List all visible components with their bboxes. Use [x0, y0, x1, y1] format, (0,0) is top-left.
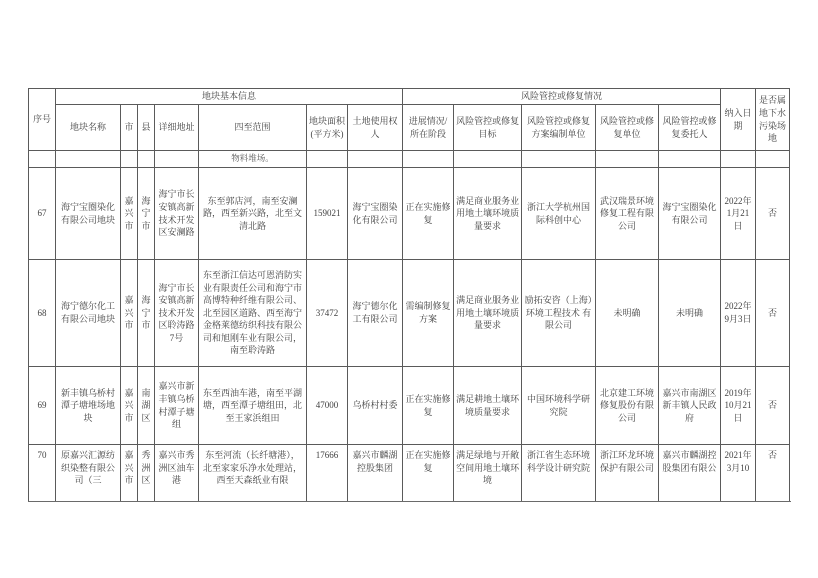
- cell-repair-unit: 未明确: [596, 260, 659, 367]
- cell-target: [454, 151, 522, 168]
- cell-boundaries: 东至河流（长纤塘港），北至家家乐净水处理站，西至天森纸业有限: [199, 445, 307, 503]
- cell-county: 海宁市: [138, 260, 155, 367]
- table-row: [29, 367, 790, 445]
- cell-client: 嘉兴市麟湖控股集团有限公: [659, 445, 721, 503]
- header-county: 县: [138, 105, 155, 151]
- header-group-row: [29, 89, 790, 105]
- fragment-row: [29, 151, 790, 168]
- cell-client: 未明确: [659, 260, 721, 367]
- cell-plan-unit: 励拓安咨（上海）环境工程技术 有限公司: [522, 260, 596, 367]
- header-city: 市: [121, 105, 138, 151]
- cell-city: 嘉兴市: [121, 367, 138, 445]
- cell-serial: 70: [29, 445, 56, 503]
- cell-city: [121, 151, 138, 168]
- cell-plan-unit: 浙江省生态环境科学设计研究院: [522, 445, 596, 503]
- cell-boundaries: 物料堆场。: [199, 151, 307, 168]
- cell-area: [307, 151, 348, 168]
- cell-repair-unit: 北京建工环境修复股份有限公司: [596, 367, 659, 445]
- cell-county: 海宁市: [138, 168, 155, 260]
- cell-area: 47000: [307, 367, 348, 445]
- header-plan-unit: 风险管控或修复方案编制单位: [522, 105, 596, 151]
- header-serial: 序号: [29, 89, 56, 151]
- cell-date: [721, 151, 756, 168]
- cell-progress: [403, 151, 454, 168]
- cell-groundwater: 否: [756, 445, 790, 503]
- header-boundaries: 四至范围: [199, 105, 307, 151]
- header-groundwater: 是否属地下水污染场地: [756, 89, 790, 151]
- cell-address: 海宁市长安镇高新技术开发区聆涛路7号: [155, 260, 199, 367]
- cell-name: 海宁德尔化工有限公司地块: [56, 260, 121, 367]
- cell-serial: 67: [29, 168, 56, 260]
- cell-plan-unit: 中国环境科学研究院: [522, 367, 596, 445]
- cell-address: 嘉兴市新丰镇乌桥村潭子塘组: [155, 367, 199, 445]
- header-name: 地块名称: [56, 105, 121, 151]
- cell-progress: 正在实施修复: [403, 168, 454, 260]
- cell-plan-unit: 浙江大学杭州国际科创中心: [522, 168, 596, 260]
- cell-target: 满足绿地与开敞空间用地土壤环境: [454, 445, 522, 503]
- land-parcel-table-container: [28, 88, 791, 502]
- cell-target: 满足商业服务业用地土壤环境质量要求: [454, 168, 522, 260]
- cell-land-user: 嘉兴市麟湖控股集团: [348, 445, 403, 503]
- cell-name: [56, 151, 121, 168]
- cell-plan-unit: [522, 151, 596, 168]
- table-row: [29, 260, 790, 367]
- header-group-basic-info: 地块基本信息: [56, 89, 403, 105]
- cell-land-user: 乌桥村村委: [348, 367, 403, 445]
- cell-repair-unit: 浙江环龙环境保护有限公司: [596, 445, 659, 503]
- cell-serial: [29, 151, 56, 168]
- cell-city: 嘉兴市: [121, 445, 138, 503]
- header-land-user: 土地使用权人: [348, 105, 403, 151]
- header-area: 地块面积(平方米): [307, 105, 348, 151]
- cell-groundwater: 否: [756, 367, 790, 445]
- cell-area: 17666: [307, 445, 348, 503]
- cell-county: 南湖区: [138, 367, 155, 445]
- cell-land-user: [348, 151, 403, 168]
- cell-city: 嘉兴市: [121, 168, 138, 260]
- cell-name: 新丰镇乌桥村潭子塘堆场地块: [56, 367, 121, 445]
- cell-name: 原嘉兴汇源纺织染整有限公司（三: [56, 445, 121, 503]
- cell-county: 秀洲区: [138, 445, 155, 503]
- header-address: 详细地址: [155, 105, 199, 151]
- cell-serial: 69: [29, 367, 56, 445]
- cell-repair-unit: 武汉瑞景环境修复工程有限公司: [596, 168, 659, 260]
- table-row: [29, 445, 790, 503]
- header-client: 风险管控或修复委托人: [659, 105, 721, 151]
- cell-progress: 正在实施修复: [403, 367, 454, 445]
- cell-boundaries: 东至西油车港，南至平湖塘，西至潭子塘组田，北至王家浜组田: [199, 367, 307, 445]
- cell-address: [155, 151, 199, 168]
- cell-address: 海宁市长安镇高新技术开发区安澜路: [155, 168, 199, 260]
- cell-groundwater: [756, 151, 790, 168]
- cell-county: [138, 151, 155, 168]
- cell-address: 嘉兴市秀洲区油车港: [155, 445, 199, 503]
- land-parcel-table: [28, 88, 790, 502]
- cell-boundaries: 东至郭店河，南至安澜路，西至新兴路，北至文清北路: [199, 168, 307, 260]
- cell-boundaries: 东至浙江信达可恩消防实业有限责任公司和海宁市高博特种纤维有限公司、北至园区道路、西至海宁金格莱德纺织科技有限公司和旭刚车业有限公司，南至聆涛路: [199, 260, 307, 367]
- cell-groundwater: 否: [756, 260, 790, 367]
- cell-land-user: 海宁宝圈染化有限公司: [348, 168, 403, 260]
- table-row: [29, 168, 790, 260]
- cell-area: 37472: [307, 260, 348, 367]
- header-progress: 进展情况/所在阶段: [403, 105, 454, 151]
- cell-client: [659, 151, 721, 168]
- cell-date: 2022年1月21日: [721, 168, 756, 260]
- cell-date: 2021年3月10: [721, 445, 756, 503]
- header-target: 风险管控或修复目标: [454, 105, 522, 151]
- header-repair-unit: 风险管控或修复单位: [596, 105, 659, 151]
- header-columns-row: [29, 105, 790, 151]
- cell-progress: 正在实施修复: [403, 445, 454, 503]
- cell-name: 海宁宝圈染化有限公司地块: [56, 168, 121, 260]
- cell-date: 2022年9月3日: [721, 260, 756, 367]
- cell-land-user: 海宁德尔化工有限公司: [348, 260, 403, 367]
- cell-client: 海宁宝圈染化有限公司: [659, 168, 721, 260]
- cell-groundwater: 否: [756, 168, 790, 260]
- cell-progress: 需编制修复方案: [403, 260, 454, 367]
- header-date: 纳入日期: [721, 89, 756, 151]
- cell-client: 嘉兴市南湖区新丰镇人民政府: [659, 367, 721, 445]
- cell-date: 2019年10月21日: [721, 367, 756, 445]
- cell-target: 满足耕地土壤环境质量要求: [454, 367, 522, 445]
- cell-serial: 68: [29, 260, 56, 367]
- cell-city: 嘉兴市: [121, 260, 138, 367]
- cell-area: 159021: [307, 168, 348, 260]
- header-group-risk: 风险管控或修复情况: [403, 89, 721, 105]
- cell-repair-unit: [596, 151, 659, 168]
- cell-target: 满足商业服务业用地土壤环境质量要求: [454, 260, 522, 367]
